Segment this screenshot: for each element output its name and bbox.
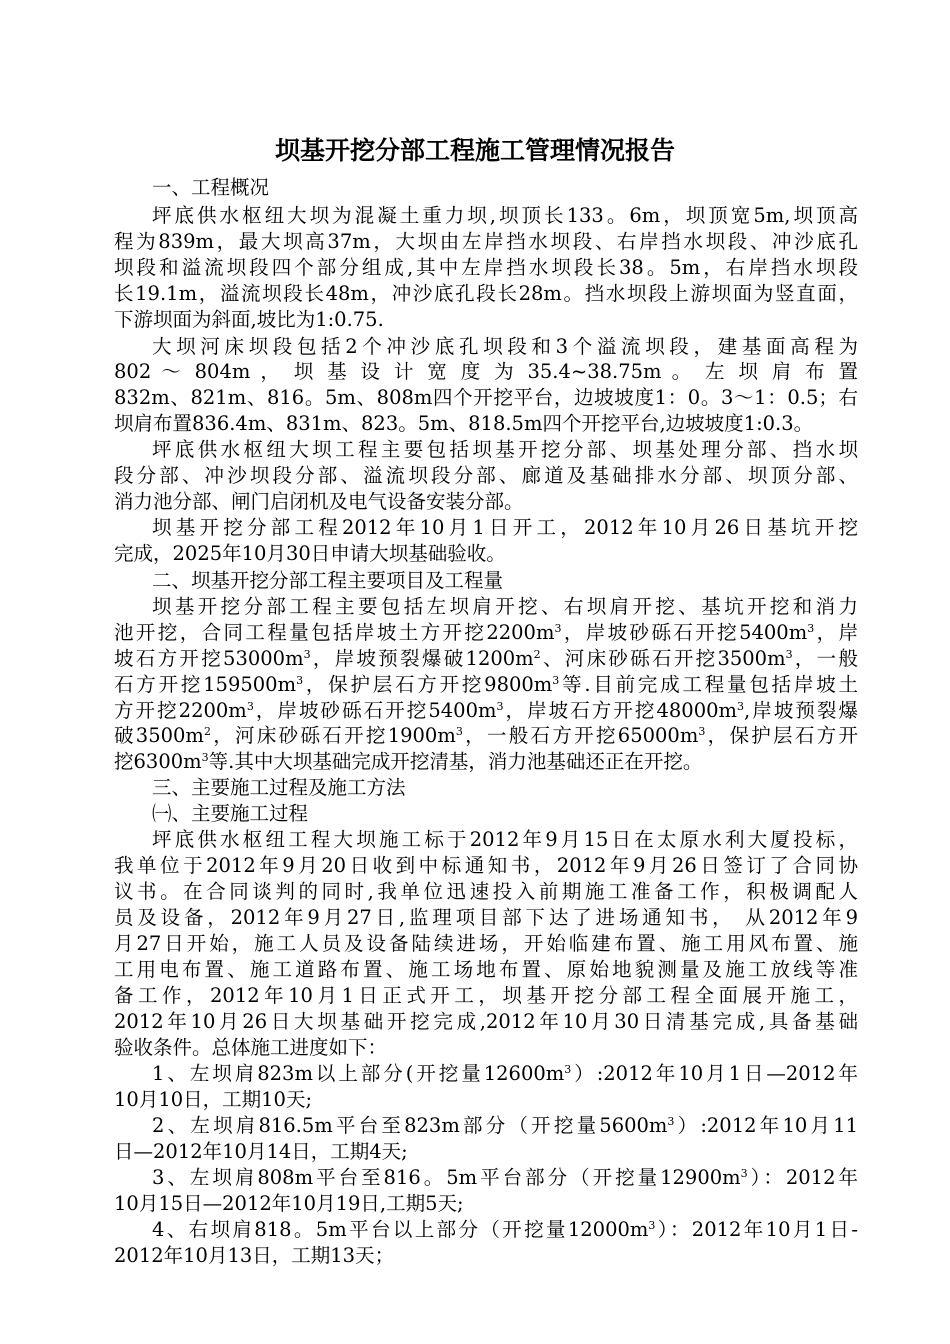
text-line: 坝基开挖分部工程2012年10月1日开工，2012年10月26日基坑开挖	[152, 516, 858, 539]
text-line: 备工作，2012年10月1日正式开工，坝基开挖分部工程全面展开施工，	[114, 984, 858, 1007]
text-line: 10月10日，工期10天;	[114, 1088, 313, 1111]
text-line: 破$3500m^2$，河床砂砾石开挖$1900m^3$，一般石方开挖$65000m^3$，保护层石方开	[114, 724, 858, 747]
text-line: 802 ～ 804m ， 坝 基 设 计 宽 度 为 35.4~38.75m 。 左 坝 肩 布 置	[114, 360, 858, 383]
document-title: 坝基开挖分部工程施工管理情况报告	[274, 136, 675, 165]
text-line: 工用电布置、施工道路布置、施工场地布置、原始地貌测量及施工放线等准	[114, 958, 858, 981]
text-line: 坝肩布置836.4m、831m、823。5m、818.5m四个开挖平台,边坡坡度1:0.3。	[114, 412, 814, 435]
text-line: 坪底供水枢纽工程大坝施工标于2012年9月15日在太原水利大厦投标，	[152, 828, 858, 851]
text-line: 日—2012年10月14日，工期4天;	[114, 1140, 408, 1163]
text-line: 832m、821m、816。5m、808m四个开挖平台，边坡坡度1：0。3～1：0.5；右	[114, 386, 858, 409]
text-line: 月27日开始，施工人员及设备陆续进场，开始临建布置、施工用风布置、施	[114, 932, 858, 955]
text-line: 完成，2025年10月30日申请大坝基础验收。	[114, 542, 506, 565]
text-line: 三、主要施工过程及施工方法	[152, 776, 406, 799]
text-line: 坡石方开挖$53000m^3$，岸坡预裂爆破$1200m^2$、河床砂砾石开挖$3500m^3$，一般	[114, 647, 858, 670]
text-line: 2012年10月26日大坝基础开挖完成,2012年10月30日清基完成,具备基础	[114, 1010, 858, 1033]
text-line: 坝基开挖分部工程主要包括左坝肩开挖、右坝肩开挖、基坑开挖和消力	[152, 595, 858, 618]
text-line: 4、右坝肩818。5m平台以上部分（开挖量$12000m^3$）：2012年10月1日-	[152, 1218, 858, 1241]
text-line: 2、左坝肩816.5m平台至823m部分（开挖量$5600m^3):2012$年10月11	[152, 1114, 858, 1137]
text-line: 2012年10月13日，工期13天；	[114, 1244, 395, 1267]
text-line: 下游坝面为斜面,坡比为1:0.75.	[114, 308, 384, 331]
text-line: 池开挖，合同工程量包括岸坡土方开挖$2200m^3$，岸坡砂砾石开挖$5400m^3$，岸	[114, 621, 858, 644]
text-line: 长19.1m，溢流坝段长48m，冲沙底孔段长28m。挡水坝段上游坝面为竖直面，	[114, 282, 858, 305]
text-line: 议书。在合同谈判的同时,我单位迅速投入前期施工准备工作，积极调配人	[114, 880, 858, 903]
text-line: 1、左坝肩823m以上部分(开挖量$12600m^3):2012$年10月1日—2012年	[152, 1062, 858, 1085]
text-line: 挖$6300m^3$等.其中大坝基础完成开挖清基，消力池基础还正在开挖。	[114, 750, 703, 773]
text-line: 方开挖$2200m^3$，岸坡砂砾石开挖$5400m^3$，岸坡石方开挖$48000m^3$,岸坡预裂爆	[114, 699, 859, 722]
text-line: 坝段和溢流坝段四个部分组成,其中左岸挡水坝段长38。5m，右岸挡水坝段	[114, 256, 858, 279]
text-line: 程为839m，最大坝高37m，大坝由左岸挡水坝段、右岸挡水坝段、冲沙底孔	[114, 230, 858, 253]
text-line: 大坝河床坝段包括2个冲沙底孔坝段和3个溢流坝段，建基面高程为	[152, 335, 858, 358]
text-line: 段分部、冲沙坝段分部、溢流坝段分部、廊道及基础排水分部、坝顶分部、	[114, 464, 858, 487]
text-line: 10月15日—2012年10月19日,工期5天;	[114, 1192, 464, 1215]
text-line: 3、左坝肩808m平台至816。5m平台部分（开挖量$12900m^3$）：2012年	[152, 1166, 858, 1189]
text-line: 验收条件。总体施工进度如下：	[114, 1036, 388, 1059]
text-line: 坪底供水枢纽大坝为混凝土重力坝,坝顶长133。6m，坝顶宽5m,坝顶高	[152, 204, 858, 227]
text-line: 坪底供水枢纽大坝工程主要包括坝基开挖分部、坝基处理分部、挡水坝	[152, 438, 858, 461]
text-line: 员及设备，2012年9月27日,监理项目部下达了进场通知书， 从2012年9	[114, 906, 858, 929]
text-line: 二、坝基开挖分部工程主要项目及工程量	[152, 569, 504, 592]
text-line: 石方开挖$159500m^3$，保护层石方开挖$9800m^3$等.目前完成工程量包括岸坡土	[114, 673, 858, 696]
text-line: 我单位于2012年9月20日收到中标通知书，2012年9月26日签订了合同协	[114, 854, 858, 877]
text-line: ㈠、主要施工过程	[152, 802, 309, 825]
text-line: 一、工程概况	[152, 176, 270, 199]
text-line: 消力池分部、闸门启闭机及电气设备安装分部。	[114, 490, 524, 513]
